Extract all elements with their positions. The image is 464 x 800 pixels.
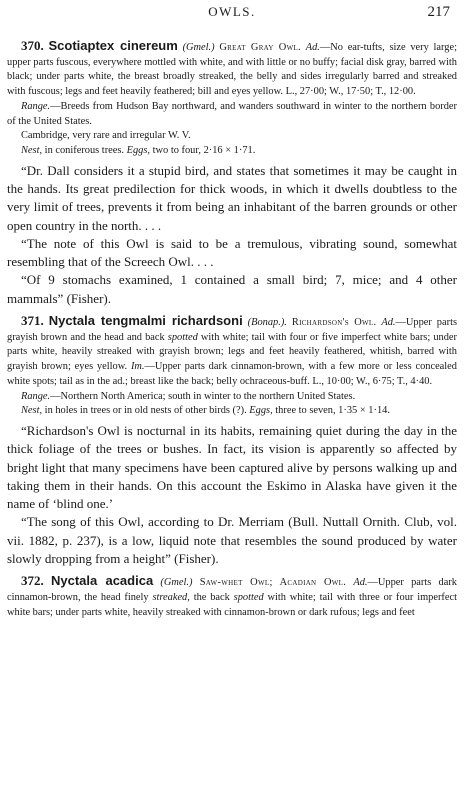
scientific-name: Nyctala tengmalmi richardsoni [48, 313, 243, 328]
description-text: —Upper parts dark cinnamon-brown, the head finely [7, 577, 457, 603]
authority: (Gmel.) [160, 577, 193, 589]
common-name: Great Gray Owl. [219, 42, 301, 53]
nest-label: Nest, [21, 405, 43, 417]
description-text: —Upper parts grayish brown and the head and back [7, 317, 457, 343]
description-text: with white; tail with four or five imperfect white bars; under parts white, heavily streaked with grayish brown; legs and feet heavily feathered, whitish, barred with grayish brown; eyes yellow. [7, 331, 458, 373]
description-text: —No ear-tufts, size very large; upper parts fuscous, everywhere mottled with white, and with little or no buffy; facial disk gray, barred with black; under parts white, the breast broadly streaked, the belly and sides irregularly barred and streaked with fuscous; legs and feet heavily feathered; bill and eyes yellow. L., 27·00; W., 17·50; T., 12·00. [7, 42, 458, 98]
species-number: 370. [21, 38, 44, 53]
authority: (Gmel.) [182, 42, 215, 53]
range-text: —Breeds from Hudson Bay northward, and wanders southward in winter to the northern border of the United States. [7, 100, 457, 127]
species-370-nest [7, 144, 457, 159]
quote-paragraph: “The song of this Owl, according to Dr. Merriam (Bull. Nuttall Ornith. Club, vol. vii. 1882, p. 237), is a low, liquid note that resembles the sound produced by water slowly dropping from a height” (Fisher). [7, 514, 457, 566]
adult-label: Ad. [381, 317, 396, 328]
description-text: —Upper parts dark cinnamon-brown, with a few more or less concealed white spots; tail as in the ad.; breast like the back; belly ochraceous-buff. L., 10·00; W., 6·75; T., 4·40. [7, 361, 457, 387]
eggs-label: Eggs, [249, 405, 273, 417]
species-number: 371. [21, 313, 44, 328]
description-text: , the back [187, 592, 234, 603]
species-371-range [7, 390, 457, 405]
eggs-label: Eggs, [126, 144, 151, 156]
spotted-word: spotted [233, 592, 264, 603]
quote-paragraph: “Of 9 stomachs examined, 1 contained a small bird; 7, mice; and 4 other mammals” (Fisher). [7, 272, 457, 306]
species-371-nest [7, 404, 457, 419]
page-number: 217 [427, 4, 450, 20]
adult-label: Ad. [305, 42, 320, 53]
quote-paragraph: “The note of this Owl is said to be a tremulous, vibrating sound, somewhat resembling that of the Screech Owl. . . . [7, 235, 457, 270]
species-370-range [7, 100, 457, 129]
common-name: Richardson's Owl. [291, 317, 377, 328]
range-label: Range. [21, 100, 51, 112]
description-text: with white; tail with three or four imperfect white bars; under parts white, heavily streaked with cinnamon-brown or dark rufous; legs and feet [7, 592, 457, 618]
scientific-name: Nyctala acadica [50, 573, 154, 589]
quote-paragraph: “Dr. Dall considers it a stupid bird, and states that sometimes it may be caught in the hands. Its great predilection for thick woods, in which it dwells doubtless to the very limit of trees, prevents it from being an inhabitant of the barren grounds or other open country in the north. . . . [7, 162, 457, 233]
spotted-word: spotted [167, 331, 198, 343]
eggs-text: two to four, 2·16 × 1·71. [150, 144, 256, 156]
nest-label: Nest, [21, 144, 43, 156]
range-label: Range. [21, 390, 51, 402]
scientific-name: Scotiaptex cinereum [48, 38, 178, 53]
authority: (Bonap.). [247, 317, 287, 328]
species-number: 372. [21, 573, 44, 589]
nest-text: in coniferous trees. [42, 144, 125, 156]
nest-text: in holes in trees or in old nests of other birds (?). [42, 405, 247, 417]
range-text: —Northern North America; south in winter to the northern United States. [50, 390, 356, 402]
species-370-local-note: Cambridge, very rare and irregular W. V. [21, 130, 191, 142]
immature-label: Im. [130, 361, 145, 373]
common-name: Saw-whet Owl; Acadian Owl. [199, 577, 347, 589]
species-372-description [7, 574, 457, 620]
species-371-description [7, 314, 457, 390]
species-370-description [7, 39, 457, 100]
running-head: OWLS. [208, 4, 256, 19]
streaked-word: streaked [152, 592, 188, 603]
quote-paragraph: “Richardson's Owl is nocturnal in its habits, remaining quiet during the day in the thick foliage of the trees or bushes. In fact, its vision is apparently so affected by bright light that many specimens have been captured alive by persons walking up and taking them in their hands. On this account the Eskimo in Alaska have given it the name of ‘blind one.’ [7, 422, 457, 512]
page-content [7, 39, 457, 620]
page-header [14, 4, 450, 24]
adult-label: Ad. [353, 577, 368, 589]
eggs-text: three to seven, 1·35 × 1·14. [272, 405, 390, 417]
